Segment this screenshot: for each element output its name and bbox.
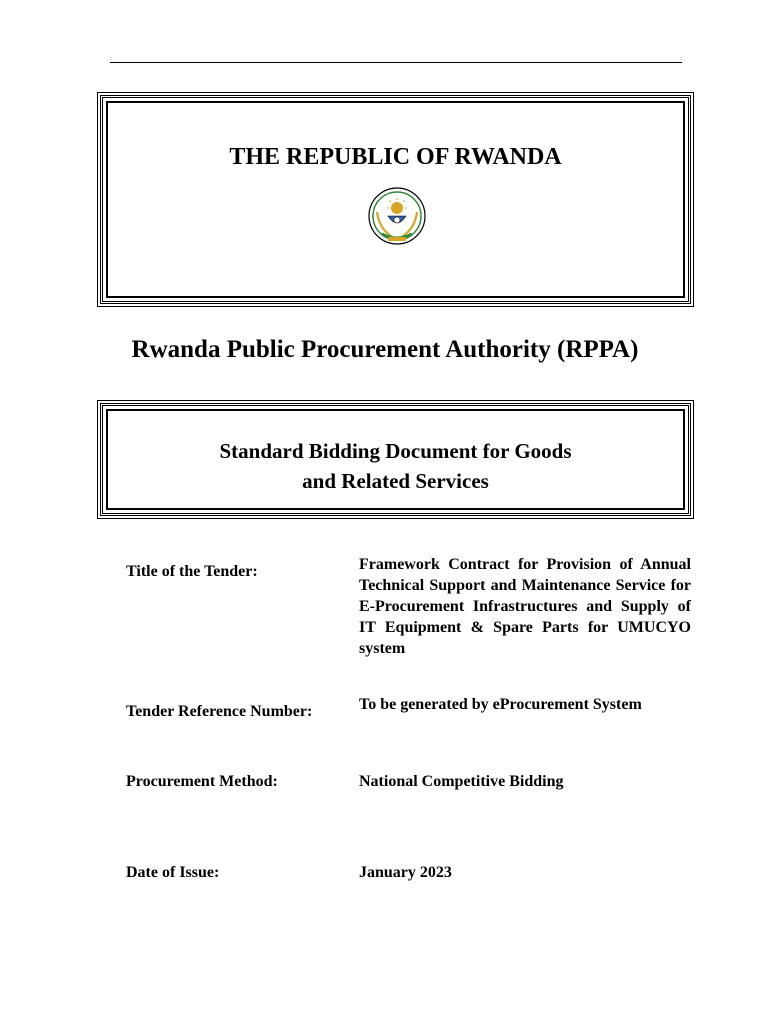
tender-title-value: Framework Contract for Provision of Annual Technical Support and Maintenance Service for E-Procurement Infrastructures and Supply of IT Equipment & Spare Parts for UMUCYO system xyxy=(359,556,691,657)
document-type-line-1: Standard Bidding Document for Goods xyxy=(219,439,572,463)
reference-number-value: To be generated by eProcurement System xyxy=(359,696,642,713)
date-of-issue-value: January 2023 xyxy=(359,864,452,881)
republic-header-box xyxy=(100,95,691,304)
republic-title: THE REPUBLIC OF RWANDA xyxy=(229,144,562,170)
document-type-box xyxy=(100,403,691,516)
coat-of-arms-icon xyxy=(367,186,427,248)
reference-number-label: Tender Reference Number: xyxy=(126,703,313,720)
date-of-issue-label: Date of Issue: xyxy=(126,864,220,881)
document-type-title xyxy=(103,436,688,496)
tender-title-label: Title of the Tender: xyxy=(126,563,258,580)
authority-title: Rwanda Public Procurement Authority (RPPA) xyxy=(131,336,639,363)
procurement-method-label: Procurement Method: xyxy=(126,773,278,790)
top-rule xyxy=(110,62,682,63)
document-type-line-2: and Related Services xyxy=(302,469,489,493)
procurement-method-value: National Competitive Bidding xyxy=(359,773,564,790)
